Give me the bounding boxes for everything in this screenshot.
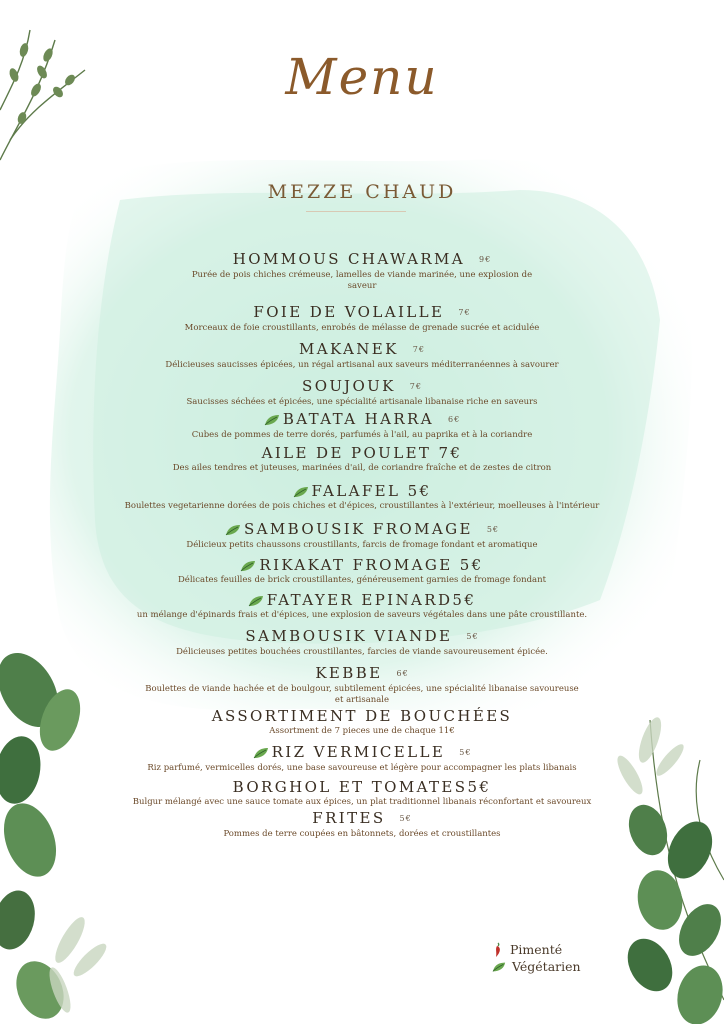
menu-item-name: SAMBOUSIK FROMAGE [244, 520, 473, 538]
menu-item-name: FRITES [312, 809, 386, 827]
menu-item-name: ASSORTIMENT DE BOUCHÉES [211, 707, 513, 725]
menu-item-name: HOMMOUS CHAWARMA [232, 250, 466, 268]
menu-item-name-line [60, 809, 664, 828]
menu-item [60, 250, 664, 292]
menu-item-name-line [60, 444, 664, 462]
legend-vegetarian [492, 958, 581, 975]
menu-item-name-line [60, 303, 664, 322]
menu-item-name: FATAYER EPINARD5€ [266, 591, 477, 609]
menu-item [60, 778, 664, 808]
section-heading: MEZZE CHAUD [267, 181, 457, 203]
vegetarian-leaf-icon [225, 524, 241, 536]
menu-item-price: 6€ [396, 669, 409, 678]
menu-item [60, 410, 664, 441]
menu-item-description: Saucisses séchées et épicées, une spécialité artisanale libanaise riche en saveurs [186, 397, 538, 407]
menu-item-price: 5€ [466, 632, 479, 641]
menu-item-description: Purée de pois chiches crémeuse, lamelles de viande marinée, une explosion de saveur [191, 270, 533, 291]
menu-item-description: Cubes de pommes de terre dorés, parfumés à l'ail, au paprika et à la coriandre [191, 430, 533, 440]
menu-item [60, 303, 664, 334]
vegetarian-leaf-icon [293, 486, 309, 498]
menu-item-name: SOUJOUK [302, 377, 396, 395]
menu-item-name-line [60, 778, 664, 796]
menu-item-description: Riz parfumé, vermicelles dorés, une base savoureuse et légère pour accompagner les plats libanais [147, 763, 577, 773]
menu-item-price: 7€ [409, 382, 422, 391]
menu-item [60, 743, 664, 774]
menu-item-name-line [60, 377, 664, 396]
menu-item [60, 664, 664, 706]
menu-item-price: 6€ [447, 415, 461, 424]
menu-item-description: Délicieux petits chaussons croustillants, farcis de fromage fondant et aromatique [186, 540, 538, 550]
menu-item-name-line [60, 482, 664, 500]
menu-item-description: Assortment de 7 pieces une de chaque 11€ [269, 726, 455, 736]
menu-item-price: 5€ [486, 525, 499, 534]
menu-item-name: RIKAKAT FROMAGE 5€ [259, 556, 484, 574]
menu-item-name-line [60, 591, 664, 609]
menu-item-name-line [60, 743, 664, 762]
menu-item-name: KEBBE [315, 664, 383, 682]
vegetarian-leaf-icon [264, 414, 280, 426]
menu-item-name: FALAFEL 5€ [311, 482, 432, 500]
vegetarian-leaf-icon [240, 560, 256, 572]
menu-item [60, 520, 664, 551]
menu-item-name-line [60, 556, 664, 574]
menu-item-name: SAMBOUSIK VIANDE [245, 627, 453, 645]
menu-item-description: Boulettes vegetarienne dorées de pois chiches et d'épices, croustillantes à l'extérieur, moelleuses à l'intérieur [124, 501, 600, 511]
menu-item-description: un mélange d'épinards frais et d'épices, une explosion de saveurs végétales dans une pâte croustillante. [136, 610, 588, 620]
section-divider [306, 211, 406, 212]
menu-item [60, 809, 664, 840]
menu-item [60, 482, 664, 512]
leaf-icon [492, 961, 506, 973]
menu-item-name: FOIE DE VOLAILLE [253, 303, 445, 321]
menu-item-description: Morceaux de foie croustillants, enrobés de mélasse de grenade sucrée et acidulée [184, 323, 540, 333]
menu-item-name: AILE DE POULET 7€ [261, 444, 463, 462]
vegetarian-leaf-icon [253, 747, 269, 759]
menu-item-name-line [60, 250, 664, 269]
menu-item-name: BORGHOL ET TOMATES5€ [232, 778, 492, 796]
legend-spicy-label: Pimenté [510, 942, 563, 957]
menu-item-name-line [60, 340, 664, 359]
menu-item-description: Délicates feuilles de brick croustillantes, généreusement garnies de fromage fondant [177, 575, 547, 585]
menu-item-name-line [60, 627, 664, 646]
menu-title: Menu [285, 48, 439, 106]
menu-item-name-line [60, 410, 664, 429]
vegetarian-leaf-icon [248, 595, 264, 607]
menu-item [60, 627, 664, 658]
menu-item [60, 340, 664, 371]
menu-item [60, 444, 664, 474]
menu-item-description: Délicieuses saucisses épicées, un régal artisanal aux saveurs méditerranéennes à savourer [165, 360, 559, 370]
menu-item-name: BATATA HARRA [282, 410, 434, 428]
menu-item-price: 5€ [399, 814, 412, 823]
menu-item-description: Délicieuses petites bouchées croustillantes, farcies de viande savoureusement épicée. [176, 647, 548, 657]
menu-item-price: 5€ [459, 748, 472, 757]
menu-item [60, 377, 664, 408]
menu-item-name-line [60, 707, 664, 725]
menu-item-name-line [60, 664, 664, 683]
menu-item [60, 556, 664, 586]
legend-vegetarian-label: Végétarien [512, 959, 581, 974]
menu-item-price: 7€ [458, 308, 471, 317]
menu-item [60, 707, 664, 737]
menu-item-name: MAKANEK [299, 340, 399, 358]
menu-item-name: RIZ VERMICELLE [271, 743, 446, 761]
menu-item-price: 9€ [479, 255, 492, 264]
legend-spicy [492, 941, 581, 958]
menu-item-description: Bulgur mélangé avec une sauce tomate aux épices, un plat traditionnel libanais réconfortant et savoureux [132, 797, 592, 807]
legend [492, 941, 581, 975]
menu-item-price: 7€ [412, 345, 425, 354]
menu-item-description: Boulettes de viande hachée et de boulgour, subtilement épicées, une spécialité libanaise savoureuse et artisanale [145, 684, 579, 705]
menu-item-name-line [60, 520, 664, 539]
chili-icon [492, 942, 504, 958]
menu-item [60, 591, 664, 621]
menu-item-description: Pommes de terre coupées en bâtonnets, dorées et croustillantes [223, 829, 501, 839]
menu-item-description: Des ailes tendres et juteuses, marinées d'ail, de coriandre fraîche et de zestes de citron [172, 463, 552, 473]
